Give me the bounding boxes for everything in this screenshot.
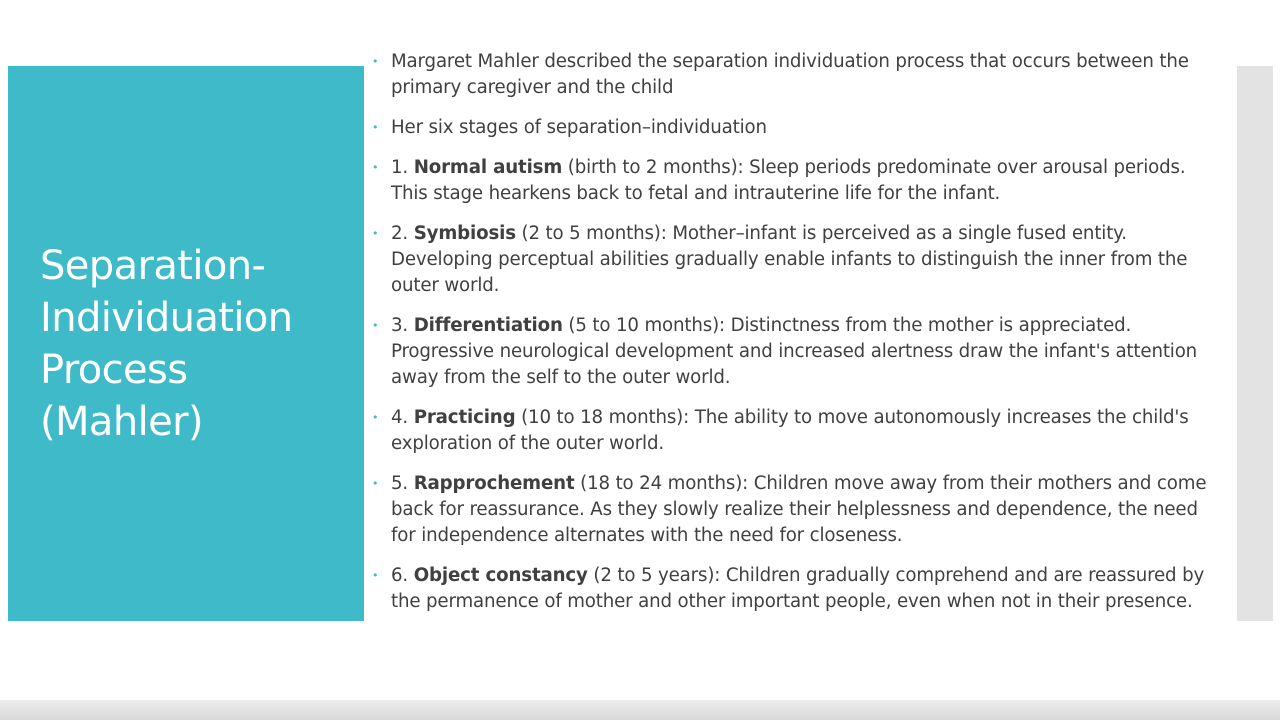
bullet-item [372, 471, 1222, 549]
slide-title-line: Process [40, 347, 188, 393]
bullet-term: Practicing [413, 407, 516, 428]
slide-title-line: Separation- [40, 243, 266, 289]
bullet-prefix: 4. [391, 407, 414, 428]
bullet-term: Symbiosis [413, 223, 516, 244]
bullet-item [372, 115, 1222, 141]
bullet-list [372, 49, 1222, 629]
title-panel [8, 66, 364, 621]
bullet-dot-icon: • [372, 477, 379, 490]
slide-title-line: Individuation [40, 295, 293, 341]
bullet-text: (18 to 24 months): Children move away from their mothers and come back for reassurance. As they slowly realize their helplessness and dependence, the need for independence alternates with the need for closeness. [391, 473, 1207, 546]
bullet-item [372, 313, 1222, 391]
bullet-text: Her six stages of separation–individuation [391, 117, 767, 138]
bullet-dot-icon: • [372, 569, 379, 582]
bullet-term: Object constancy [413, 565, 588, 586]
bullet-item [372, 221, 1222, 299]
bullet-term: Normal autism [413, 157, 563, 178]
bullet-dot-icon: • [372, 319, 379, 332]
bullet-text: (birth to 2 months): Sleep periods predominate over arousal periods. This stage hearkens back to fetal and intrauterine life for the infant. [391, 157, 1186, 204]
bullet-prefix: 2. [391, 223, 414, 244]
bullet-text: (10 to 18 months): The ability to move autonomously increases the child's exploration of the outer world. [391, 407, 1189, 454]
bullet-prefix: 3. [391, 315, 414, 336]
bullet-dot-icon: • [372, 411, 379, 424]
bullet-prefix: 6. [391, 565, 414, 586]
bullet-item [372, 49, 1222, 101]
bullet-term: Rapprochement [413, 473, 575, 494]
right-gutter [1237, 66, 1273, 621]
bottom-band [0, 700, 1280, 720]
bullet-dot-icon: • [372, 227, 379, 240]
bullet-term: Differentiation [413, 315, 563, 336]
bullet-item [372, 155, 1222, 207]
bullet-text: (2 to 5 months): Mother–infant is perceived as a single fused entity. Developing perceptual abilities gradually enable infants to distinguish the inner from the outer world. [391, 223, 1188, 296]
slide-title [40, 240, 350, 448]
bullet-item [372, 405, 1222, 457]
bullet-prefix: 5. [391, 473, 414, 494]
slide-left-edge [0, 0, 8, 720]
bullet-text: Margaret Mahler described the separation individuation process that occurs between the primary caregiver and the child [391, 51, 1189, 98]
bullet-text: (5 to 10 months): Distinctness from the mother is appreciated. Progressive neurological development and increased alertness draw the infant's attention away from the self to the outer world. [391, 315, 1198, 388]
bullet-prefix: 1. [391, 157, 414, 178]
slide-title-line: (Mahler) [40, 399, 203, 445]
bullet-text: (2 to 5 years): Children gradually comprehend and are reassured by the permanence of mother and other important people, even when not in their presence. [391, 565, 1205, 612]
slide-right-edge [1273, 0, 1280, 720]
bullet-dot-icon: • [372, 55, 379, 68]
bullet-dot-icon: • [372, 121, 379, 134]
bullet-dot-icon: • [372, 161, 379, 174]
bullet-item [372, 563, 1222, 615]
